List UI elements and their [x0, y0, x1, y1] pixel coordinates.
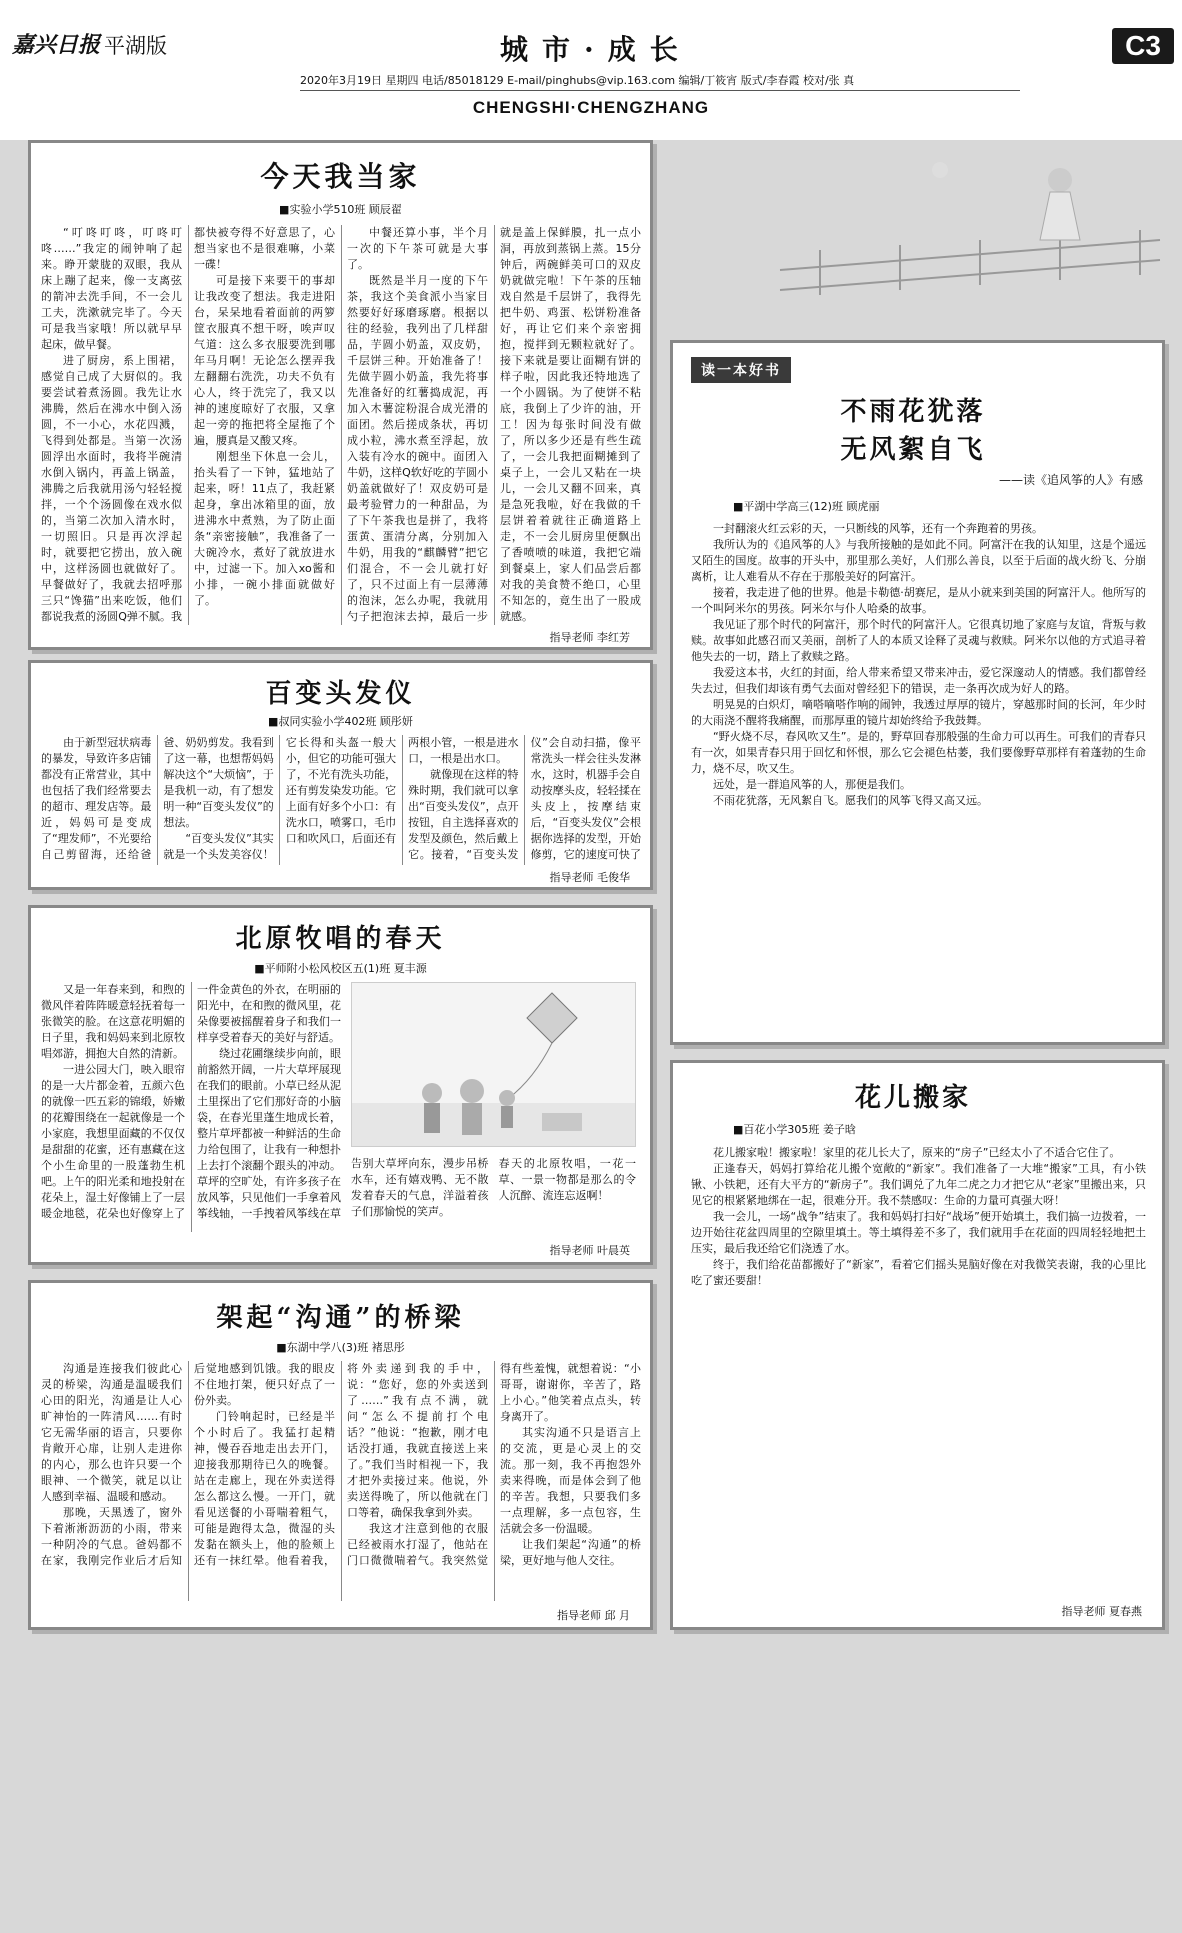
page-canvas — [0, 140, 1182, 1933]
flowers-moving-article — [670, 1060, 1165, 1630]
paragraph: “叮咚叮咚，叮咚叮咚……”我定的闹钟响了起来。睁开蒙胧的双眼，我从床上蹦了起来，像一支离弦的箭冲去洗手间，不一会儿工夫，洗漱就完毕了。今天可是我当家哦！所以就早早起床，做早餐。 — [41, 226, 182, 351]
article-body — [691, 1145, 1146, 1585]
paragraph: 终于，我们给花苗都搬好了“新家”，看着它们摇头晃脑好像在对我微笑表谢，我的心里比吃了蜜还要甜！ — [691, 1258, 1146, 1287]
paragraph: 绕过花圃继续步向前，眼前豁然开阔，一片大草坪展现在我们的眼前。小草已经从泥土里探出了它们那好奇的小脑袋，在春光里蓬生地成长着，整片草坪都被一种鲜活的生命力给包围了，让我有一种想扑上去打个滚翻个跟头的冲动。草坪的空旷处，有许多孩子在放风筝，只见他们一手拿着风筝线轴，一手拽着风筝线在草 — [197, 1047, 341, 1220]
newspaper-logo: 嘉兴日报 — [12, 32, 101, 58]
article-byline: ■叔同实验小学402班 顾彤妍 — [268, 715, 413, 728]
teacher-credit: 指导老师 邱 月 — [557, 1609, 630, 1622]
paragraph: 接着，我走进了他的世界。他是卡勒德·胡赛尼，是从小就来到美国的阿富汗人。他所写的一个叫阿米尔的男孩。阿米尔与仆人哈桑的故事。 — [691, 586, 1146, 615]
paragraph: 花儿搬家啦！搬家啦！家里的花儿长大了，原来的“房子”已经太小了不适合它住了。 — [713, 1146, 1121, 1159]
paragraph: 远处，是一群追风筝的人，那便是我们。 — [713, 778, 911, 791]
paragraph: 进了厨房，系上围裙，感觉自己成了大厨似的。我要尝试着煮汤圆。我先让水沸腾，然后在沸水中倒入汤圆，不一小心，水花四溅，飞得到处都是。当第一次汤圆浮出水面时，我将半碗清水倒入锅内，再盖上锅盖，沸腾之后我就用汤勺轻轻搅拌，一个个汤圆像在戏水似的，当第二次加入清水时，一切照旧。只是再次浮起时，就要把它捞出，放入碗中，这样汤圆也就做好了。早餐做好了，我就去招呼那三只“馋猫”出来吃饭，他们都说我煮的汤圆Q弹不腻。我都快被夸得不好意思了，心想当家也不是很难嘛，小菜一碟！ — [41, 226, 335, 623]
article-magic-hair-device — [28, 660, 653, 890]
paragraph: 那晚，天黑透了，窗外下着淅淅沥沥的小雨，带来一种阴冷的气息。爸妈都不在家，我刚完作业后才后知后觉地感到饥饿。我的眼皮不住地打架，便只好点了一份外卖。 — [41, 1362, 335, 1567]
article-today-i-am-in-charge — [28, 140, 653, 650]
paragraph: “野火烧不尽，春风吹又生”。是的，野草回春那般强的生命力可以再生。可我们的青春只有一次，如果青春只用于回忆和怀恨，那么它会褪色枯萎，我们要像野草那样有着蓬勃的生命力，烧不尽，吹又生。 — [691, 730, 1146, 775]
teacher-credit: 指导老师 李红芳 — [549, 631, 630, 644]
edition-label: 平湖版 — [104, 34, 167, 58]
article-byline: ■实验小学510班 顾辰翟 — [279, 203, 402, 216]
paragraph: 我这才注意到他的衣服已经被雨水打湿了，他站在门口微微喘着气。我突然觉得有些羞愧，就想着说：“小哥哥，谢谢你，辛苦了，路上小心。”他笑着点点头，转身离开了。 — [347, 1362, 641, 1567]
paragraph: 我见证了那个时代的阿富汗，那个时代的阿富汗人。它很真切地了家庭与友谊，背叛与救赎。故事如此感召而又美丽，剖析了人的本质又诠释了灵魂与救赎。阿米尔以他的方式追寻着他失去的一切，踏上了救赎之路。 — [691, 618, 1146, 663]
article-subtitle: ——读《追风筝的人》有感 — [998, 473, 1143, 487]
kite-family-illustration — [351, 982, 636, 1147]
teacher-credit: 指导老师 夏春燕 — [1061, 1605, 1142, 1618]
teacher-credit: 指导老师 叶晨英 — [549, 1244, 630, 1257]
article-body — [41, 1361, 641, 1601]
article-byline: ■平师附小松风校区五(1)班 夏丰源 — [254, 962, 427, 975]
paragraph: 让我们架起“沟通”的桥梁，更好地与他人交往。 — [500, 1538, 641, 1567]
illustration-caption — [351, 1156, 636, 1236]
article-bridge-of-communication — [28, 1280, 653, 1630]
paragraph: 刚想坐下休息一会儿，抬头看了一下钟，猛地站了起来，呀！11点了，我赶紧起身，拿出冰箱里的面，放进沸水中煮熟，为了防止面条“亲密接触”，我准备了一大碗冷水，煮好了就放进水中，过滤一下。加入xo酱和小排，一碗小排面就做好了。 — [194, 450, 335, 607]
paragraph: 一进公园大门，映入眼帘的是一大片都金着，五颜六色的就像一匹五彩的锦缎，娇嫩的花瓣围绕在一起就像是一个小家庭，我想里面藏的不仅仅是甜甜的花蜜，还有惠藏在这个小生命里的一股蓬勃生机吧。上午的阳光柔和地投射在花朵上，湿土好像铺上了一层暖金地毯，花朵也好像穿上了一件金黄色的外衣，在明丽的阳光中，在和煦的微风里，花朵像要被摇醒着身子和我们一样享受着春天的美好与舒适。 — [41, 983, 341, 1220]
paragraph: 我爱这本书，火红的封面，给人带来希望又带来冲击，爱它深邃动人的情感。我们都曾经失去过，但我们却该有勇气去面对曾经犯下的错误，走一条再次成为好人的路。 — [691, 666, 1146, 695]
article-title: 今天我当家 — [260, 160, 421, 193]
paragraph: “百变头发仪”其实就是一个头发美容仪！它长得和头盔一般大小，但它的功能可强大了，不光有洗头功能，还有剪发染发功能。它上面有好多个小口：有洗水口，喷雾口，毛巾口和吹风口，后面还有两根小管，一根是进水口，一根是出水口。 — [163, 736, 519, 861]
section-pinyin: CHENGSHI·CHENGZHANG — [472, 98, 710, 117]
paragraph: 我所认为的《追风筝的人》与我所接触的是如此不同。阿富汗在我的认知里，这是个遥远又陌生的国度。故事的开头中，那里那么美好，人们那么善良，以至于后面的战火纷飞、分崩离析，让人难看从不存在于那般美好的阿富汗。 — [691, 538, 1146, 583]
paragraph: 沟通是连接我们彼此心灵的桥梁，沟通是温暖我们心田的阳光，沟通是让人心旷神怡的一阵清风……有时它无需华丽的语言，只要你肯敞开心扉，让别人走进你的内心，那么也许只要一个眼神、一个微笑，就足以让人感到幸福、温暖和感动。 — [41, 1362, 182, 1503]
illustration-svg — [352, 983, 636, 1147]
article-body — [41, 982, 341, 1232]
paragraph: 由于新型冠状病毒的暴发，导致许多店铺都没有正常营业，其中也包括了我们经常要去的超市、理发店等。最近，妈妈可是变成了“理发师”，不光要给自己剪留海，还给爸爸、奶奶剪发。我看到了这一幕，也想帮妈妈解决这个“大烦恼”，于是我机一动，有了想发明一种“百变头发仪”的想法。 — [41, 736, 274, 861]
article-body — [691, 521, 1146, 1036]
paragraph: 既然是半月一度的下午茶，我这个美食派小当家目然要好好琢磨琢磨。根据以往的经验，我列出了几样甜品，芋圆小奶盖，双皮奶，千层饼三种。开始准备了！先做芋圆小奶盖，我先将事先准备好的红薯捣成泥，再加入木薯淀粉混合成光滑的面团。然后搓成条状，再切成小粒，沸水煮至浮起，放入装有冷水的碗中。面团入牛奶，这样Q软好吃的芋圆小奶盖就做好了！双皮奶可是最考验臂力的一种甜品，为了下午茶我也是拼了，我将蛋黄、蛋清分离，分别加入牛奶，用我的“麒麟臂”把它们混合，不一会儿就打好了，只不过面上有一层薄薄的泡沫，怎么办呢，我就用勺子把泡沫去掉，最后一步就是盖上保鲜膜，扎一点小洞，再放到蒸锅上蒸。15分钟后，两碗鲜美可口的双皮奶就做完啦！下午茶的压轴戏自然是千层饼了，我得先把牛奶、鸡蛋、松饼粉准备好，再让它们来个亲密拥抱，搅拌到无颗粒就好了。接下来就是要让面糊有饼的样子啦，因此我还特地选了一个小圆锅。为了使饼不粘底，我倒上了少许的油，开工！因为每张时间没有做了，所以多少还是有些生疏了，一会儿我把面糊摊到了桌子上，一会儿又粘在一块儿，一会儿又翻不回来，真是急死我啦，好在我做的千层饼着着就往正确道路上走，不一会儿厨房里便飘出了香喷喷的味道，我把它端到餐桌上，家人们品尝后都对我的美食赞不绝口，心里不知怎的，竟生出了一股成就感。 — [347, 226, 641, 623]
paragraph: 不雨花犹落，无风絮自飞。愿我们的风筝飞得又高又远。 — [713, 794, 988, 807]
paragraph: 告别大草坪向东，漫步吊桥水车，还有嬉戏鸭、无不散发着春天的气息，洋溢着孩子们那愉悦的笑声。 — [351, 1157, 489, 1218]
article-title: 花儿搬家 — [854, 1083, 971, 1113]
article-body — [41, 735, 641, 865]
header-info: 2020年3月19日 星期四 电话/85018129 E-mail/pinghubs@vip.163.com 编辑/丁筱宵 版式/李春霞 校对/张 真 — [300, 74, 855, 87]
article-title-line2: 无风絮自飞 — [840, 435, 986, 465]
page-number: C3 — [1112, 28, 1174, 64]
article-byline: ■东湖中学八(3)班 褚思彤 — [276, 1341, 405, 1354]
paragraph: 正逢春天，妈妈打算给花儿搬个宽敞的“新家”。我们准备了一大堆“搬家”工具，有小铁锹、小铁耙，还有大平方的“新房子”。我们调兑了九年二虎之力才把它从“老家”里搬出来，只见它的根紧紧地绑在一起，很难分开。我不禁感叹：生命的力量可真强大呀！ — [691, 1162, 1146, 1207]
paragraph: 中餐还算小事，半个月一次的下午茶可就是大事了。 — [347, 226, 488, 271]
paragraph: 一封翻滚火红云彩的天，一只断线的风筝，还有一个奔跑着的男孩。 — [713, 522, 1043, 535]
article-byline: ■平湖中学高三(12)班 顾虎丽 — [733, 500, 880, 513]
paragraph: 门铃响起时，已经是半个小时后了。我猛打起精神，慢吞吞地走出去开门，迎接我那期待已久的晚餐。站在走廊上，现在外卖送得怎么都这么慢。一开门，就看见送餐的小哥喘着粗气，可能是跑得太急，微湿的头发黏在额头上，他的脸颊上还有一抹红晕。他看着我，将外卖递到我的手中，说：“您好，您的外卖送到了……”我有点不满，就问“怎么不提前打个电话？”他说：“抱歉，刚才电话没打通，我就直接送上来了。”我们当时相视一下，我才把外卖接过来。他说，外卖送得晚了，所以他就在门口等着，确保我拿到外卖。 — [194, 1362, 488, 1567]
article-spring-at-beiyuan — [28, 905, 653, 1265]
section-title: 城市·成长 — [500, 33, 692, 66]
paragraph: 可是接下来要干的事却让我改变了想法。我走进阳台，呆呆地看着面前的两箩筐衣服真不想干呀，唉声叹气道：这么多衣服要洗到哪年马月啊！无论怎么摆弄我左翻翻右洗洗，功夫不负有心人，终于洗完了，我又以神的速度晾好了衣服，又拿起一旁的拖把将全屋拖了个遍，腰真是又酸又疼。 — [194, 274, 335, 447]
article-title: 北原牧唱的春天 — [235, 924, 446, 954]
paragraph: 我一会儿，一场“战争”结束了。我和妈妈打扫好“战场”便开始填土，我们搞一边拨着，一边开始往花盆四周里的空隙里填土。等土填得差不多了，我们就用手在花面的四周轻轻地把土压实，最后我还给它们浇透了水。 — [691, 1210, 1146, 1255]
book-review-article — [670, 340, 1165, 1045]
article-title: 架起“沟通”的桥梁 — [216, 1303, 465, 1333]
paragraph: 其实沟通不只是语言上的交流，更是心灵上的交流。那一刻，我不再抱怨外卖来得晚，而是体会到了他的辛苦。我想，只要我们多一点理解，多一点包容，生活就会多一份温暖。 — [500, 1426, 641, 1535]
teacher-credit: 指导老师 毛俊华 — [549, 871, 630, 884]
header-rule — [300, 90, 1020, 91]
kite-girl-decoration — [760, 140, 1170, 300]
paragraph: 就像现在这样的特殊时期，我们就可以拿出“百变头发仪”，点开按钮，自主选择喜欢的发型及颜色，然后戴上它。接着，“百变头发仪”会自动扫描，像平常洗头一样会往头发淋水，这时，机器手会自动按摩头皮，轻轻揉在头皮上，按摩结束后，“百变头发仪”会根据你选择的发型，开始修剪，它的速度可快了 — [408, 736, 641, 861]
paragraph: 明晃晃的白炽灯，嘀嗒嘀嗒作响的闹钟，我透过厚厚的镜片，穿越那时间的长河，年少时的大雨浇不醒将我痛醒，而那厚重的镜片却始终给予我鼓舞。 — [691, 698, 1146, 727]
column-tag: 读一本好书 — [691, 357, 791, 383]
article-title-line1: 不雨花犹落 — [840, 397, 986, 427]
article-byline: ■百花小学305班 姜子晗 — [733, 1123, 856, 1136]
paragraph: 春天的北原牧唱，一花一草、一景一物都是那么的令人沉醉、流连忘返啊！ — [498, 1157, 636, 1202]
masthead — [0, 0, 1182, 130]
article-body — [41, 225, 641, 625]
paragraph: 又是一年春来到，和煦的微风伴着阵阵暖意轻抚着每一张微笑的脸。在这意花明媚的日子里，我和妈妈来到北原牧唱郊游，拥抱大自然的清新。 — [41, 983, 185, 1060]
article-title: 百变头发仪 — [265, 679, 416, 709]
